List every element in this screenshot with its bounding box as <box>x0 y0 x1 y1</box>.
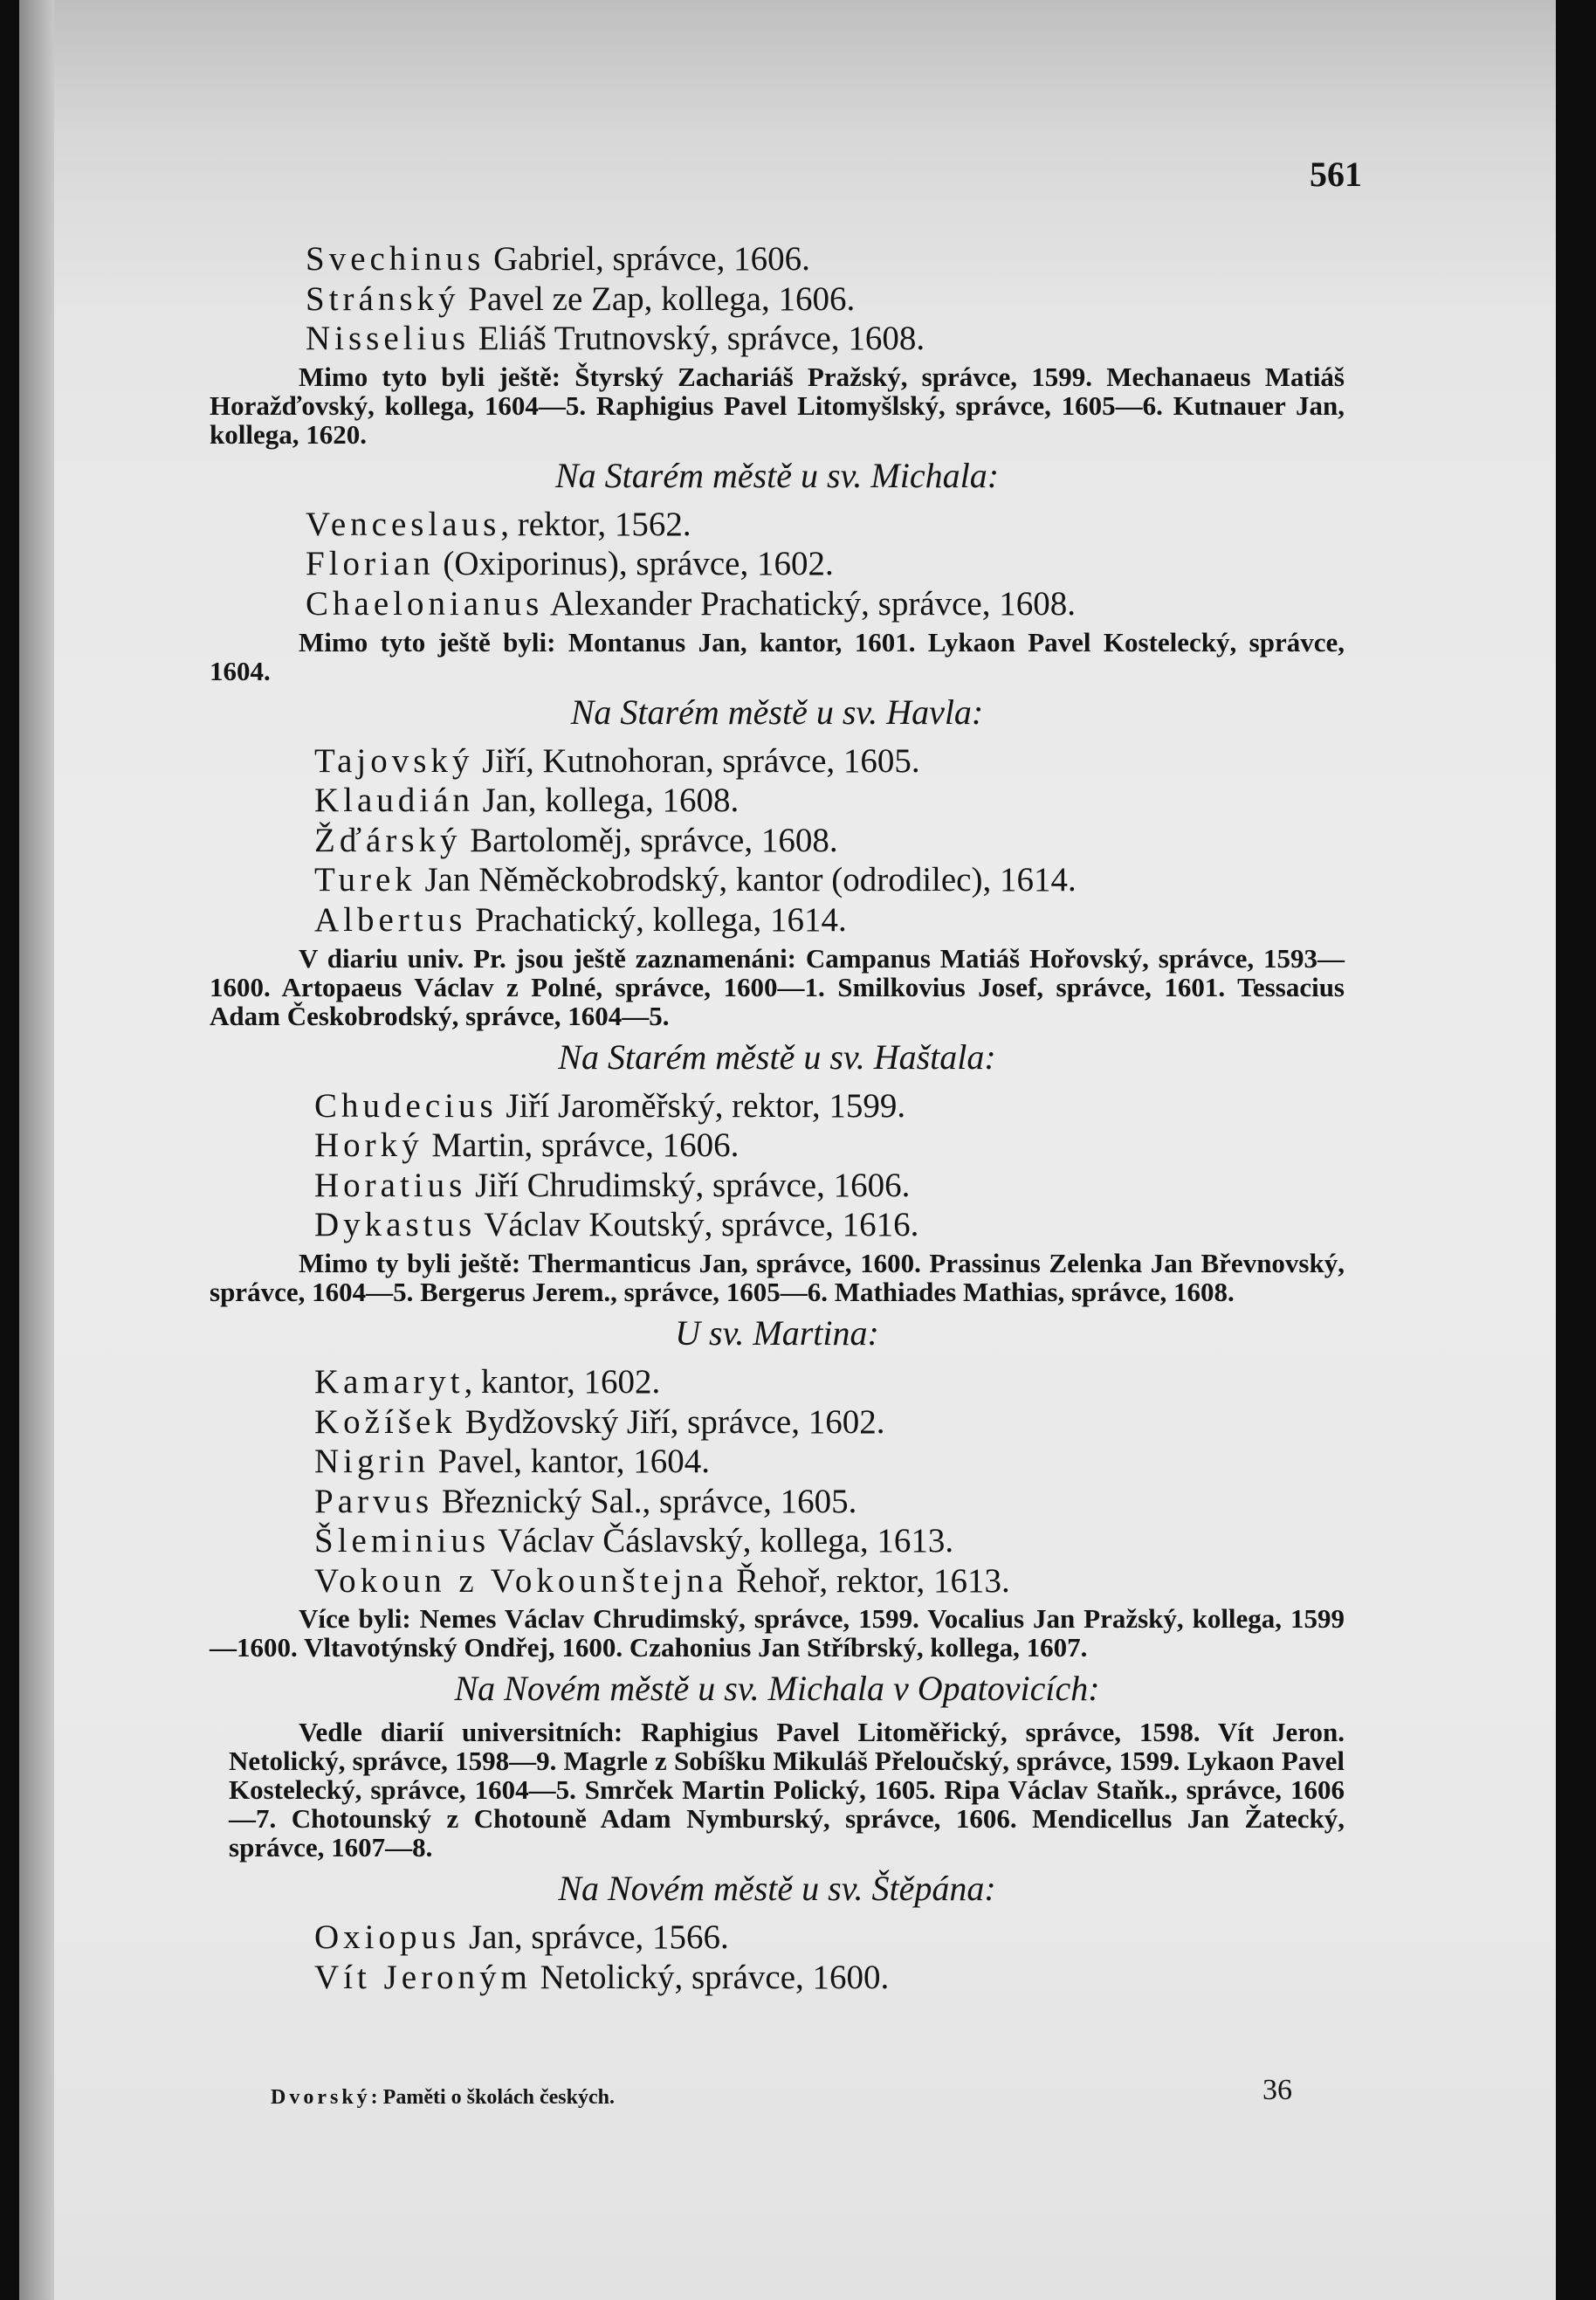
section-heading: Na Starém městě u sv. Michala: <box>554 455 1000 495</box>
entry: Oxiopus Jan, správce, 1566. <box>314 1918 729 1957</box>
footer-author: Dvorský <box>271 2086 371 2109</box>
page-number: 561 <box>1310 155 1362 194</box>
section-heading: Na Starém městě u sv. Havla: <box>570 692 984 732</box>
entry: Nisselius Eliáš Trutnovský, správce, 1608. <box>306 320 925 358</box>
entry: Stránský Pavel ze Zap, kollega, 1606. <box>306 279 856 318</box>
section-note: Mimo tyto ještě byli: Montanus Jan, kantor, 1601. Lykaon Pavel Kostelecký, správce, 1604. <box>210 626 1345 686</box>
entry: Parvus Březnický Sal., správce, 1605. <box>314 1482 857 1520</box>
section-note: Více byli: Nemes Václav Chrudimský, správce, 1599. Vocalius Jan Pražský, kollega, 1599—1600. Vltavotýnský Ondřej, 1600. Czahonius Jan Stříbrský, kollega, 1607. <box>210 1603 1345 1663</box>
section-note: Mimo tyto byli ještě: Štyrský Zachariáš Pražský, správce, 1599. Mechanaeus Matiáš Horažďovský, kollega, 1604—5. Raphigius Pavel Litomyšlský, správce, 1605—6. Kutnauer Jan, kollega, 1620. <box>210 361 1345 450</box>
page-content <box>210 239 1345 1998</box>
entry: Turek Jan Něměckobrodský, kantor (odrodilec), 1614. <box>314 861 1077 899</box>
entry: Šleminius Václav Čáslavský, kollega, 1613. <box>314 1522 954 1560</box>
entry: Albertus Prachatický, kollega, 1614. <box>314 900 847 939</box>
section-hastala <box>210 1036 1345 1306</box>
book-page <box>19 0 1556 2300</box>
section-martina <box>210 1312 1345 1663</box>
section-heading: Na Novém městě u sv. Štěpána: <box>558 1869 996 1909</box>
entry: Kamaryt, kantor, 1602. <box>314 1362 661 1401</box>
entry: Horatius Jiří Chrudimský, správce, 1606. <box>314 1166 911 1204</box>
section-prazsky <box>210 239 1345 449</box>
entry: Florian (Oxiporinus), správce, 1602. <box>306 545 834 583</box>
entry: Tajovský Jiří, Kutnohoran, správce, 1605. <box>314 741 920 780</box>
page-footer <box>271 2074 1292 2110</box>
entry: Venceslaus, rektor, 1562. <box>306 505 691 543</box>
section-michala <box>210 454 1345 685</box>
section-note: Mimo ty byli ještě: Thermanticus Jan, správce, 1600. Prassinus Zelenka Jan Břevnovský, správce, 1604—5. Bergerus Jerem., správce, 1605—6. Mathiades Mathias, správce, 1608. <box>210 1247 1345 1307</box>
section-heading: Na Starém městě u sv. Haštala: <box>558 1036 996 1077</box>
section-havla <box>210 691 1345 1030</box>
section-heading: U sv. Martina: <box>675 1312 879 1353</box>
entry: Dykastus Václav Koutský, správce, 1616. <box>314 1206 919 1244</box>
entry: Kožíšek Bydžovský Jiří, správce, 1602. <box>314 1402 885 1441</box>
entry: Chaelonianus Alexander Prachatický, správce, 1608. <box>306 584 1076 623</box>
page-spine-shadow <box>19 0 54 2300</box>
entry: Vokoun z Vokounštejna Řehoř, rektor, 1613. <box>314 1561 1010 1600</box>
entry: Nigrin Pavel, kantor, 1604. <box>314 1443 711 1481</box>
entry: Vít Jeroným Netolický, správce, 1600. <box>314 1959 890 1997</box>
entry: Chudecius Jiří Jaroměřský, rektor, 1599. <box>314 1086 906 1125</box>
section-heading: Na Novém městě u sv. Michala v Opatovicích: <box>454 1669 1100 1709</box>
section-note: Vedle diarií universitních: Raphigius Pavel Litoměřický, správce, 1598. Vít Jeron. Netolický, správce, 1598—9. Magrle z Sobíšku Mikuláš Přeloučský, správce, 1599. Lykaon Pavel Kostelecký, správce, 1604—5. Smrček Martin Polický, 1605. Ripa Václav Staňk., správce, 1606—7. Chotounský z Chotouně Adam Nymburský, správce, 1606. Mendicellus Jan Žatecký, správce, 1607—8. <box>229 1717 1345 1863</box>
signature-mark: 36 <box>1262 2074 1292 2106</box>
entry: Svechinus Gabriel, správce, 1606. <box>306 240 810 278</box>
footer-title: : Paměti o školách českých. <box>370 2086 615 2109</box>
entry: Žďárský Bartoloměj, správce, 1608. <box>314 821 838 859</box>
section-opatovice <box>210 1667 1345 1862</box>
section-stepana <box>210 1867 1345 1997</box>
entry: Horký Martin, správce, 1606. <box>314 1126 740 1165</box>
section-note: V diariu univ. Pr. jsou ještě zaznamenáni: Campanus Matiáš Hořovský, správce, 1593—1600. Artopaeus Václav z Polné, správce, 1600—1. Smilkovius Josef, správce, 1601. Tessacius Adam Českobrodský, správce, 1604—5. <box>210 942 1345 1031</box>
entry: Klaudián Jan, kollega, 1608. <box>314 782 740 820</box>
